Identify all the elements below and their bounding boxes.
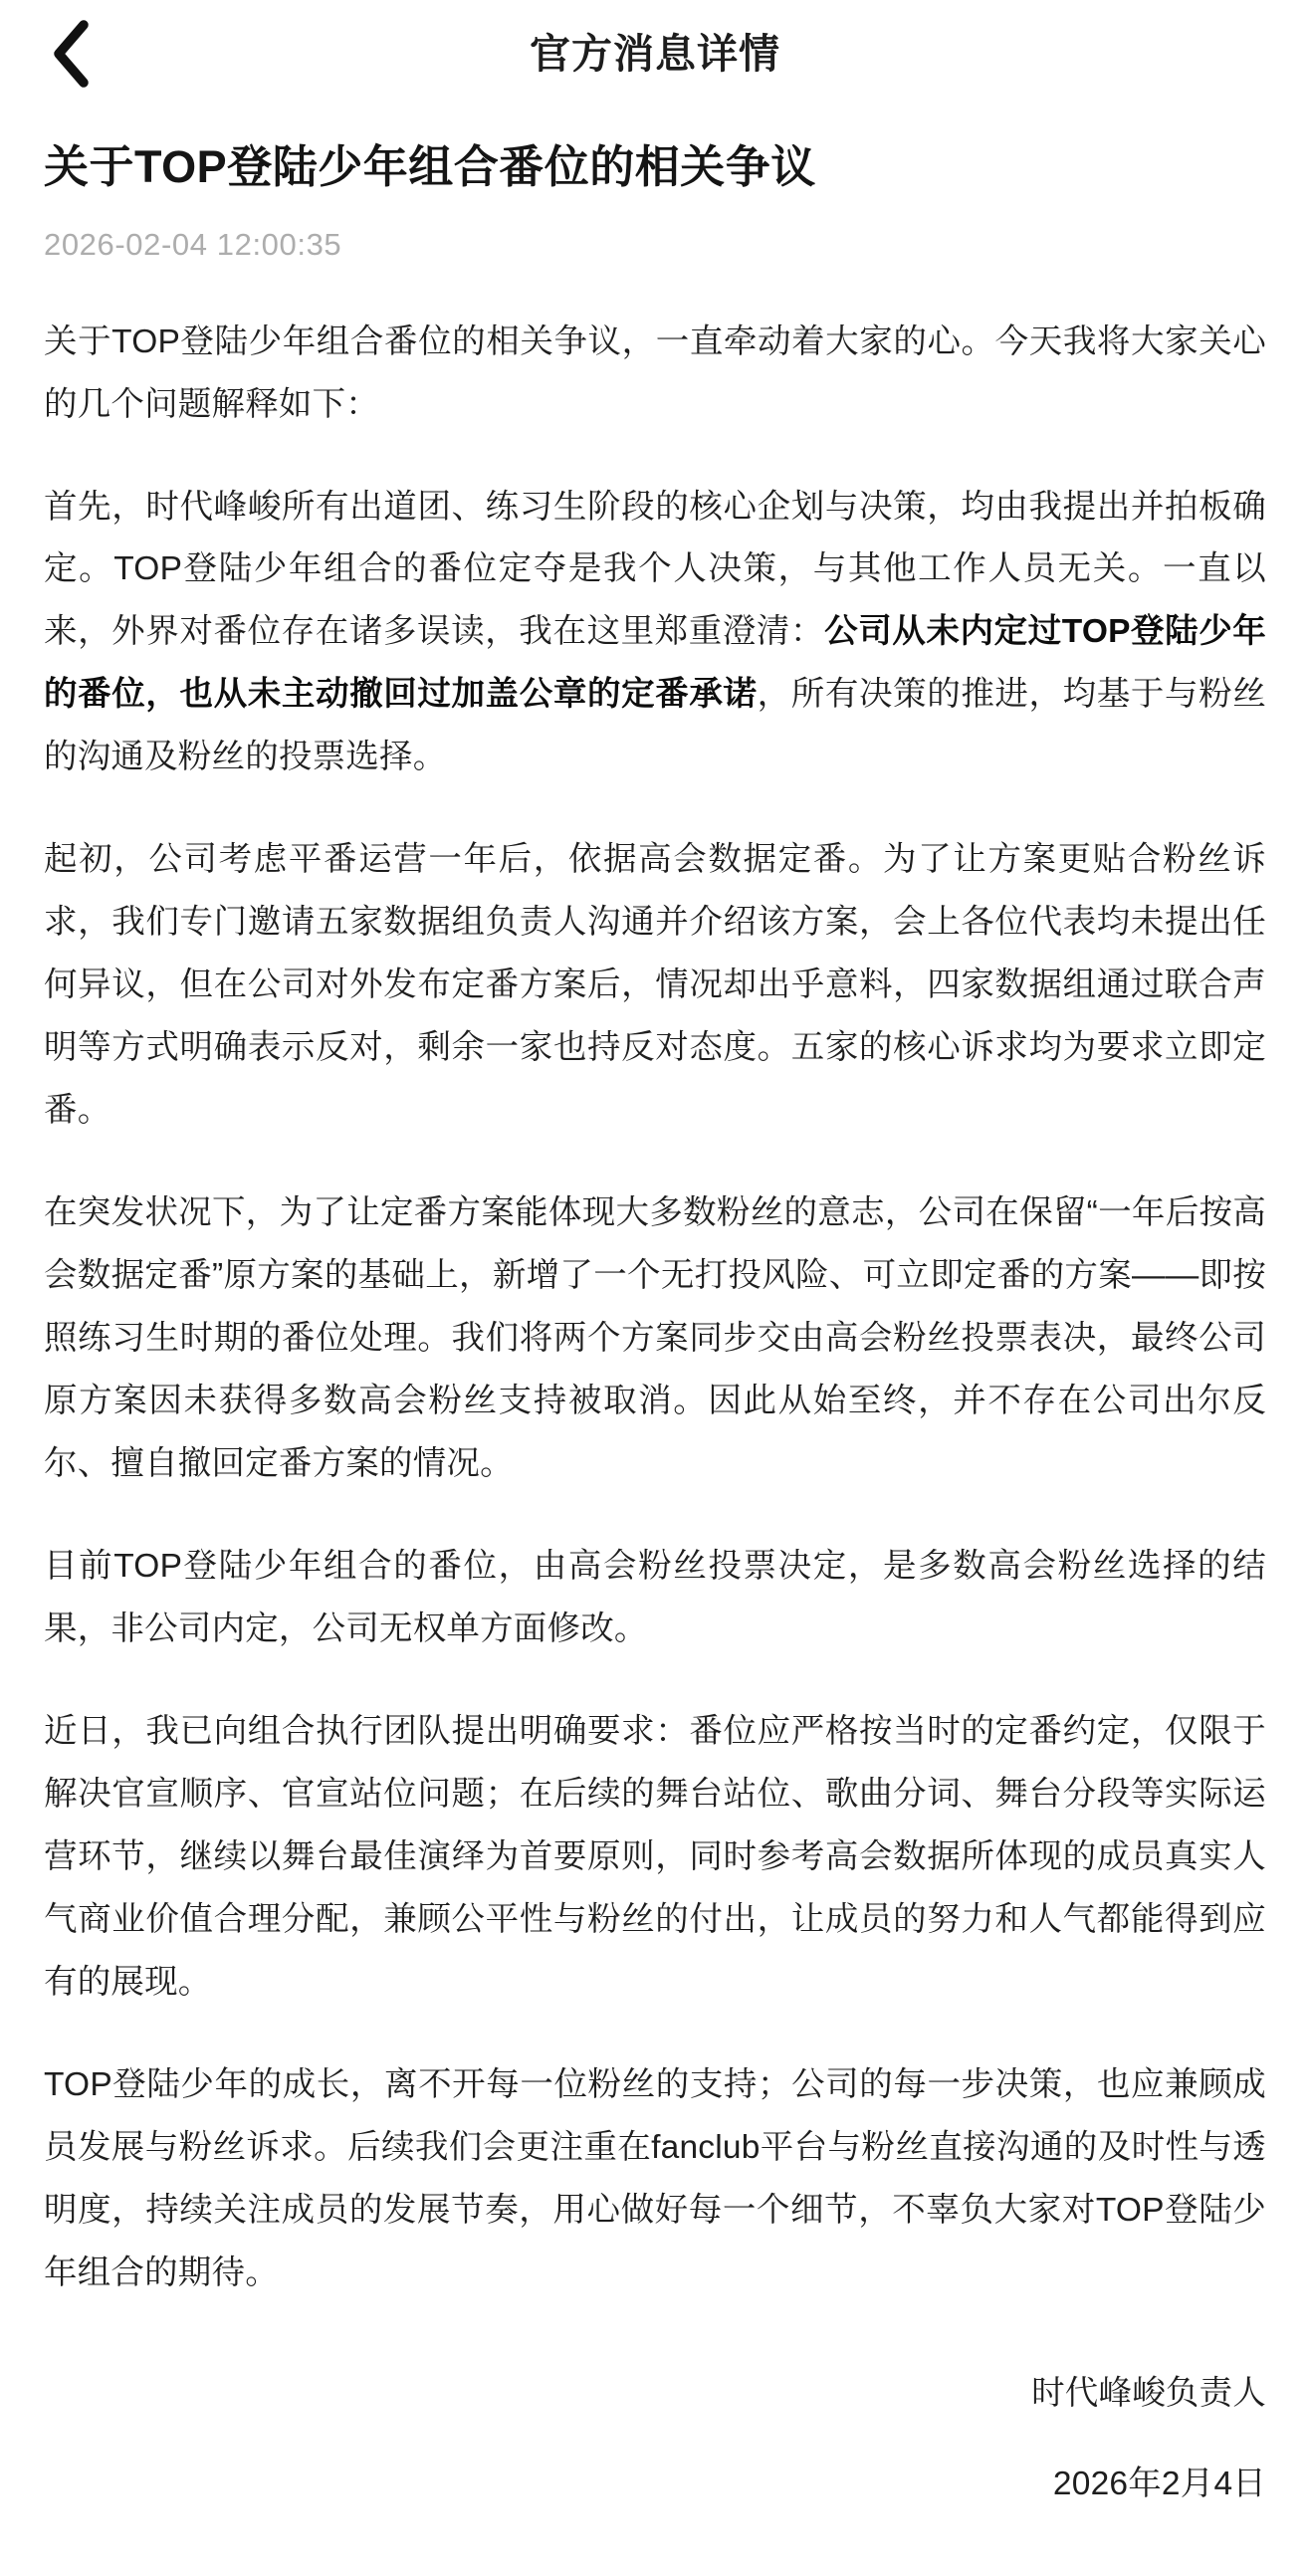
navigation-bar — [0, 0, 1310, 107]
article-title: 关于TOP登陆少年组合番位的相关争议 — [44, 141, 816, 192]
paragraph — [44, 829, 1266, 1143]
paragraph — [44, 1536, 1266, 1661]
article-body — [44, 312, 1266, 2305]
text-run: 起初，公司考虑平番运营一年后，依据高会数据定番。为了让方案更贴合粉丝诉求，我们专门邀请五家数据组负责人沟通并介绍该方案，会上各位代表均未提出任何异议，但在公司对外发布定番方案后，情况却出乎意料，四家数据组通过联合声明等方式明确表示反对，剩余一家也持反对态度。五家的核心诉求均为要求立即定番。 — [44, 841, 1266, 1130]
signature-date: 2026年2月4日 — [1052, 2465, 1266, 2502]
text-run: TOP登陆少年的成长，离不开每一位粉丝的支持；公司的每一步决策，也应兼顾成员发展与粉丝诉求。后续我们会更注重在fanclub平台与粉丝直接沟通的及时性与透明度，持续关注成员的发展节奏，用心做好每一个细节，不辜负大家对TOP登陆少年组合的期待。 — [44, 2065, 1266, 2291]
text-run: ，所有决策的推进，均基于与粉丝的沟通及粉丝的投票选择。 — [44, 676, 1266, 776]
text-run: 在突发状况下，为了让定番方案能体现大多数粉丝的意志，公司在保留“一年后按高会数据定番”原方案的基础上，新增了一个无打投风险、可立即定番的方案——即按照练习生时期的番位处理。我们将两个方案同步交由高会粉丝投票表决，最终公司原方案因未获得多数高会粉丝支持被取消。因此从始至终，并不存在公司出尔反尔、擅自撤回定番方案的情况。 — [44, 1194, 1266, 1483]
paragraph — [44, 2054, 1266, 2305]
text-run: 近日，我已向组合执行团队提出明确要求：番位应严格按当时的定番约定，仅限于解决官宣顺序、官宣站位问题；在后续的舞台站位、歌曲分词、舞台分段等实际运营环节，继续以舞台最佳演绎为首要原则，同时参考高会数据所体现的成员真实人气商业价值合理分配，兼顾公平性与粉丝的付出，让成员的努力和人气都能得到应有的展现。 — [44, 1712, 1266, 2001]
article-timestamp: 2026-02-04 12:00:35 — [44, 227, 342, 263]
paragraph — [44, 477, 1266, 790]
paragraph — [44, 1701, 1266, 2015]
paragraph — [44, 1182, 1266, 1496]
signature-block — [44, 2363, 1266, 2576]
back-button[interactable] — [34, 17, 108, 91]
text-run: 关于TOP登陆少年组合番位的相关争议，一直牵动着大家的心。今天我将大家关心的几个问题解释如下： — [44, 322, 1266, 423]
paragraph — [44, 312, 1266, 437]
signature-name: 时代峰峻负责人 — [1031, 2374, 1266, 2412]
text-run: 首先，时代峰峻所有出道团、练习生阶段的核心企划与决策，均由我提出并拍板确定。TOP登陆少年组合的番位定夺是我个人决策，与其他工作人员无关。一直以来，外界对番位存在诸多误读，我在这里郑重澄清： — [44, 488, 1266, 651]
text-run: 目前TOP登陆少年组合的番位，由高会粉丝投票决定，是多数高会粉丝选择的结果，非公司内定，公司无权单方面修改。 — [44, 1548, 1266, 1648]
article-container — [0, 137, 1310, 2576]
text-run-bold: 公司从未内定过TOP登陆少年的番位，也从未主动撤回过加盖公章的定番承诺 — [44, 613, 1266, 714]
page-title: 官方消息详情 — [530, 30, 780, 77]
chevron-left-icon — [48, 17, 94, 91]
